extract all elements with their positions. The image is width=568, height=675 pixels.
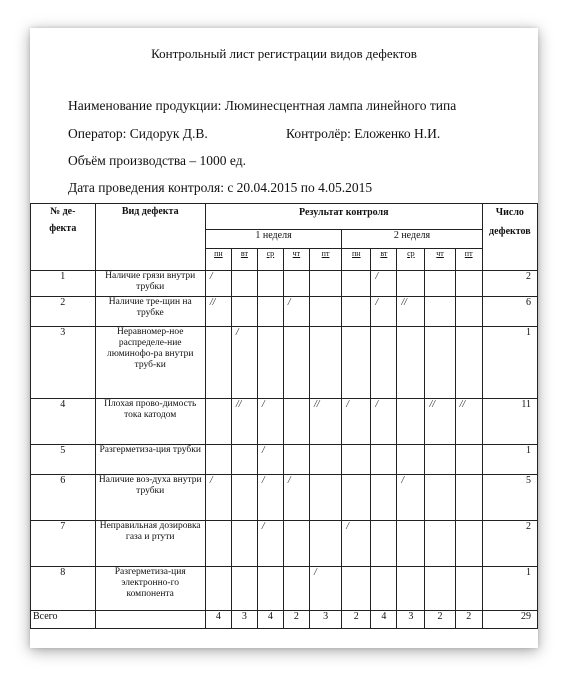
header-defect-no-line1: № де- <box>50 206 76 217</box>
tally-mark <box>309 271 341 297</box>
defect-table <box>30 203 538 629</box>
tally-mark <box>455 521 482 567</box>
defect-type-name: Разгерметиза-ция электронно-го компонента <box>95 567 205 611</box>
tally-mark <box>283 399 309 445</box>
header-result: Результат контроля <box>205 204 482 230</box>
tally-mark <box>371 445 397 475</box>
tally-mark <box>455 475 482 521</box>
defect-count: 1 <box>482 445 537 475</box>
tally-mark: / <box>257 475 283 521</box>
tally-mark: / <box>205 475 231 521</box>
tally-mark <box>257 297 283 327</box>
defect-count: 5 <box>482 475 537 521</box>
header-count-line1: Число <box>495 207 524 218</box>
tally-mark <box>397 271 425 297</box>
tally-mark <box>342 567 371 611</box>
tally-mark <box>283 521 309 567</box>
totals-row <box>31 611 538 629</box>
tally-mark: // <box>309 399 341 445</box>
tally-mark <box>342 297 371 327</box>
tally-mark <box>231 445 257 475</box>
tally-mark <box>371 475 397 521</box>
tally-mark: // <box>425 399 455 445</box>
tally-mark <box>397 567 425 611</box>
defect-row <box>31 475 538 521</box>
day-total: 3 <box>309 611 341 629</box>
tally-mark <box>257 327 283 399</box>
tally-mark <box>205 399 231 445</box>
tally-mark: // <box>205 297 231 327</box>
tally-mark <box>205 567 231 611</box>
tally-mark <box>425 297 455 327</box>
defect-count: 6 <box>482 297 537 327</box>
tally-mark: // <box>455 399 482 445</box>
header-count-line2: дефектов <box>489 226 531 237</box>
defect-number: 7 <box>31 521 96 567</box>
defect-count: 2 <box>482 521 537 567</box>
controller-name: Контролёр: Еложенко Н.И. <box>286 126 441 141</box>
tally-mark: / <box>397 475 425 521</box>
tally-mark <box>257 567 283 611</box>
header-week-2: 2 неделя <box>342 230 483 249</box>
tally-mark <box>342 327 371 399</box>
document-page <box>30 28 538 648</box>
tally-mark <box>371 567 397 611</box>
tally-mark: / <box>342 399 371 445</box>
product-name: Наименование продукции: Люминесцентная лампа линейного типа <box>68 98 457 113</box>
defect-row <box>31 297 538 327</box>
defect-count: 11 <box>482 399 537 445</box>
defect-number: 8 <box>31 567 96 611</box>
header-day: пн <box>342 249 371 271</box>
header-day: чт <box>283 249 309 271</box>
tally-mark <box>397 521 425 567</box>
tally-mark <box>205 327 231 399</box>
header-defect-no-line2: фекта <box>49 223 77 234</box>
defect-number: 3 <box>31 327 96 399</box>
defect-row <box>31 271 538 297</box>
tally-mark <box>231 297 257 327</box>
defect-count: 2 <box>482 271 537 297</box>
header-defect-count <box>482 204 537 271</box>
defect-type-name: Наличие воз-духа внутри трубки <box>95 475 205 521</box>
operator-name: Оператор: Сидорук Д.В. <box>68 126 208 141</box>
tally-mark: / <box>257 445 283 475</box>
tally-mark <box>425 327 455 399</box>
tally-mark: / <box>371 271 397 297</box>
tally-mark <box>231 271 257 297</box>
tally-mark: / <box>257 399 283 445</box>
header-day: чт <box>425 249 455 271</box>
tally-mark <box>283 271 309 297</box>
tally-mark: / <box>257 521 283 567</box>
defect-row <box>31 399 538 445</box>
defect-type-name: Наличие грязи внутри трубки <box>95 271 205 297</box>
tally-mark <box>371 521 397 567</box>
header-day: пт <box>455 249 482 271</box>
tally-mark <box>309 297 341 327</box>
tally-mark <box>455 297 482 327</box>
production-volume: Объём производства – 1000 ед. <box>68 153 246 168</box>
defect-row <box>31 327 538 399</box>
tally-mark: / <box>205 271 231 297</box>
defect-row <box>31 445 538 475</box>
tally-mark <box>397 445 425 475</box>
defect-number: 1 <box>31 271 96 297</box>
tally-mark <box>309 445 341 475</box>
staff-line <box>68 126 441 142</box>
tally-mark: / <box>231 327 257 399</box>
tally-mark: / <box>309 567 341 611</box>
tally-mark: / <box>283 297 309 327</box>
day-total: 2 <box>425 611 455 629</box>
defect-number: 5 <box>31 445 96 475</box>
tally-mark <box>257 271 283 297</box>
tally-mark <box>397 399 425 445</box>
tally-mark: / <box>283 475 309 521</box>
tally-mark: / <box>371 399 397 445</box>
tally-mark <box>205 445 231 475</box>
tally-mark <box>205 521 231 567</box>
totals-label: Всего <box>31 611 96 629</box>
tally-mark <box>425 521 455 567</box>
tally-mark <box>309 475 341 521</box>
defect-number: 4 <box>31 399 96 445</box>
day-total: 3 <box>397 611 425 629</box>
defect-type-name: Плохая прово-димость тока катодом <box>95 399 205 445</box>
grand-total: 29 <box>482 611 537 629</box>
tally-mark <box>231 521 257 567</box>
tally-mark <box>455 445 482 475</box>
tally-mark <box>397 327 425 399</box>
day-total: 2 <box>455 611 482 629</box>
tally-mark <box>425 445 455 475</box>
tally-mark <box>283 327 309 399</box>
tally-mark <box>455 567 482 611</box>
control-date: Дата проведения контроля: с 20.04.2015 по 4.05.2015 <box>68 180 373 195</box>
day-total: 4 <box>205 611 231 629</box>
day-total: 2 <box>342 611 371 629</box>
totals-empty-cell <box>95 611 205 629</box>
header-day: пн <box>205 249 231 271</box>
defect-type-name: Неравномер-ное распределе-ние люминофо-ра внутри труб-ки <box>95 327 205 399</box>
defect-row <box>31 521 538 567</box>
tally-mark <box>283 567 309 611</box>
tally-mark: / <box>371 297 397 327</box>
day-total: 3 <box>231 611 257 629</box>
header-day: вт <box>231 249 257 271</box>
defect-number: 2 <box>31 297 96 327</box>
tally-mark <box>283 445 309 475</box>
tally-mark <box>342 271 371 297</box>
day-total: 2 <box>283 611 309 629</box>
defect-type-name: Наличие тре-щин на трубке <box>95 297 205 327</box>
tally-mark <box>371 327 397 399</box>
tally-mark <box>425 567 455 611</box>
defect-type-name: Неправильная дозировка газа и ртути <box>95 521 205 567</box>
defect-count: 1 <box>482 567 537 611</box>
day-total: 4 <box>371 611 397 629</box>
tally-mark <box>231 475 257 521</box>
header-defect-no <box>31 204 96 271</box>
defect-row <box>31 567 538 611</box>
defect-number: 6 <box>31 475 96 521</box>
header-defect-type: Вид дефекта <box>95 204 205 271</box>
tally-mark <box>425 475 455 521</box>
document-title: Контрольный лист регистрации видов дефектов <box>151 46 417 61</box>
header-day: ср <box>257 249 283 271</box>
tally-mark <box>455 327 482 399</box>
tally-mark: // <box>397 297 425 327</box>
tally-mark <box>309 521 341 567</box>
header-day: ср <box>397 249 425 271</box>
tally-mark <box>455 271 482 297</box>
header-day: пт <box>309 249 341 271</box>
header-week-1: 1 неделя <box>205 230 341 249</box>
header-day: вт <box>371 249 397 271</box>
tally-mark: // <box>231 399 257 445</box>
defect-count: 1 <box>482 327 537 399</box>
tally-mark <box>342 445 371 475</box>
tally-mark: / <box>342 521 371 567</box>
tally-mark <box>309 327 341 399</box>
defect-type-name: Разгерметиза-ция трубки <box>95 445 205 475</box>
day-total: 4 <box>257 611 283 629</box>
tally-mark <box>231 567 257 611</box>
tally-mark <box>342 475 371 521</box>
tally-mark <box>425 271 455 297</box>
